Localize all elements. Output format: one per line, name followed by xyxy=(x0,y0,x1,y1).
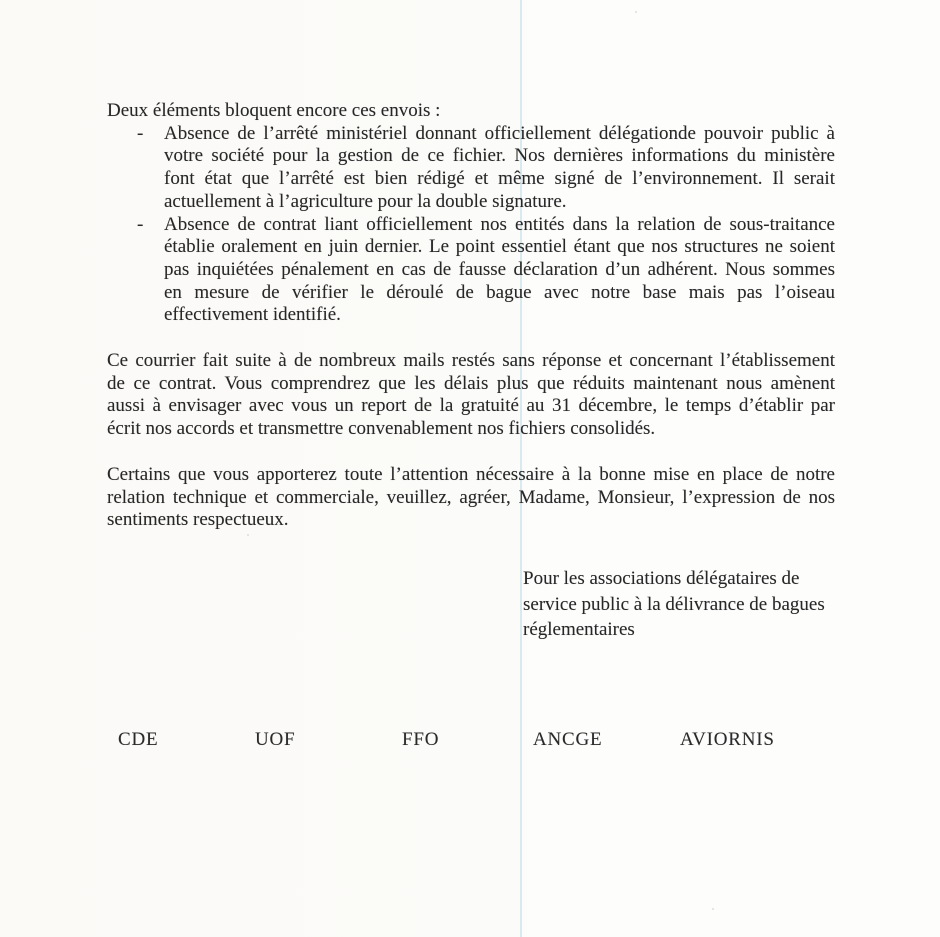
bullet-marker: - xyxy=(137,122,144,144)
text-line: service public à la délivrance de bagues xyxy=(523,593,825,615)
bullet-text xyxy=(164,123,835,214)
text-line: Absence de l’arrêté ministériel donnant officiellement délégationde pouvoir public à xyxy=(164,122,835,144)
text-line: sentiments respectueux. xyxy=(107,509,289,531)
text-line: relation technique et commerciale, veuillez, agréer, Madame, Monsieur, l’expression de nos xyxy=(107,486,835,508)
text-line: Absence de contrat liant officiellement nos entités dans la relation de sous-traitance xyxy=(164,213,835,235)
bullet-item xyxy=(107,214,835,328)
org-name: CDE xyxy=(118,729,159,750)
signature-block xyxy=(523,566,873,643)
text-line: effectivement identifié. xyxy=(164,304,341,326)
paragraph xyxy=(107,350,835,441)
text-line: pas inquiétées pénalement en cas de fausse déclaration d’un adhérent. Nous sommes xyxy=(164,258,835,280)
text-line: votre société pour la gestion de ce fichier. Nos dernières informations du ministère xyxy=(164,145,835,167)
scan-speck xyxy=(635,11,637,13)
text-line: aussi à envisager avec vous un report de la gratuité au 31 décembre, le temps d’établir par xyxy=(107,395,835,417)
text-line: Certains que vous apporterez toute l’attention nécessaire à la bonne mise en place de notre xyxy=(107,463,835,485)
text-line: écrit nos accords et transmettre convenablement nos fichiers consolidés. xyxy=(107,418,656,440)
bullet-list xyxy=(107,123,835,327)
bullet-item xyxy=(107,123,835,214)
org-name: UOF xyxy=(255,729,296,750)
org-name: FFO xyxy=(402,729,440,750)
text-line: établie oralement en juin dernier. Le point essentiel étant que nos structures ne soient xyxy=(164,236,835,258)
bullet-text xyxy=(164,214,835,328)
letter-body xyxy=(107,100,835,532)
text-line: font état que l’arrêté est bien rédigé et même signé de l’environnement. Il serait xyxy=(164,168,835,190)
org-name: ANCGE xyxy=(533,729,603,750)
text-line: Pour les associations délégataires de xyxy=(523,568,800,589)
scan-speck xyxy=(247,534,249,536)
text-line: en mesure de vérifier le déroulé de bague avec notre base mais pas l’oiseau xyxy=(164,281,835,303)
text-line: Ce courrier fait suite à de nombreux mails restés sans réponse et concernant l’établissement xyxy=(107,350,835,372)
paragraph xyxy=(107,464,835,532)
text-line: réglementaires xyxy=(523,619,635,640)
bullet-marker: - xyxy=(137,213,144,235)
org-name: AVIORNIS xyxy=(680,729,775,750)
scan-speck xyxy=(712,908,714,910)
text-line: de ce contrat. Vous comprendrez que les délais plus que réduits maintenant nous amènent xyxy=(107,372,835,394)
intro-line: Deux éléments bloquent encore ces envois : xyxy=(107,100,441,121)
text-line: actuellement à l’agriculture pour la double signature. xyxy=(164,190,567,212)
organizations-row xyxy=(0,729,940,755)
